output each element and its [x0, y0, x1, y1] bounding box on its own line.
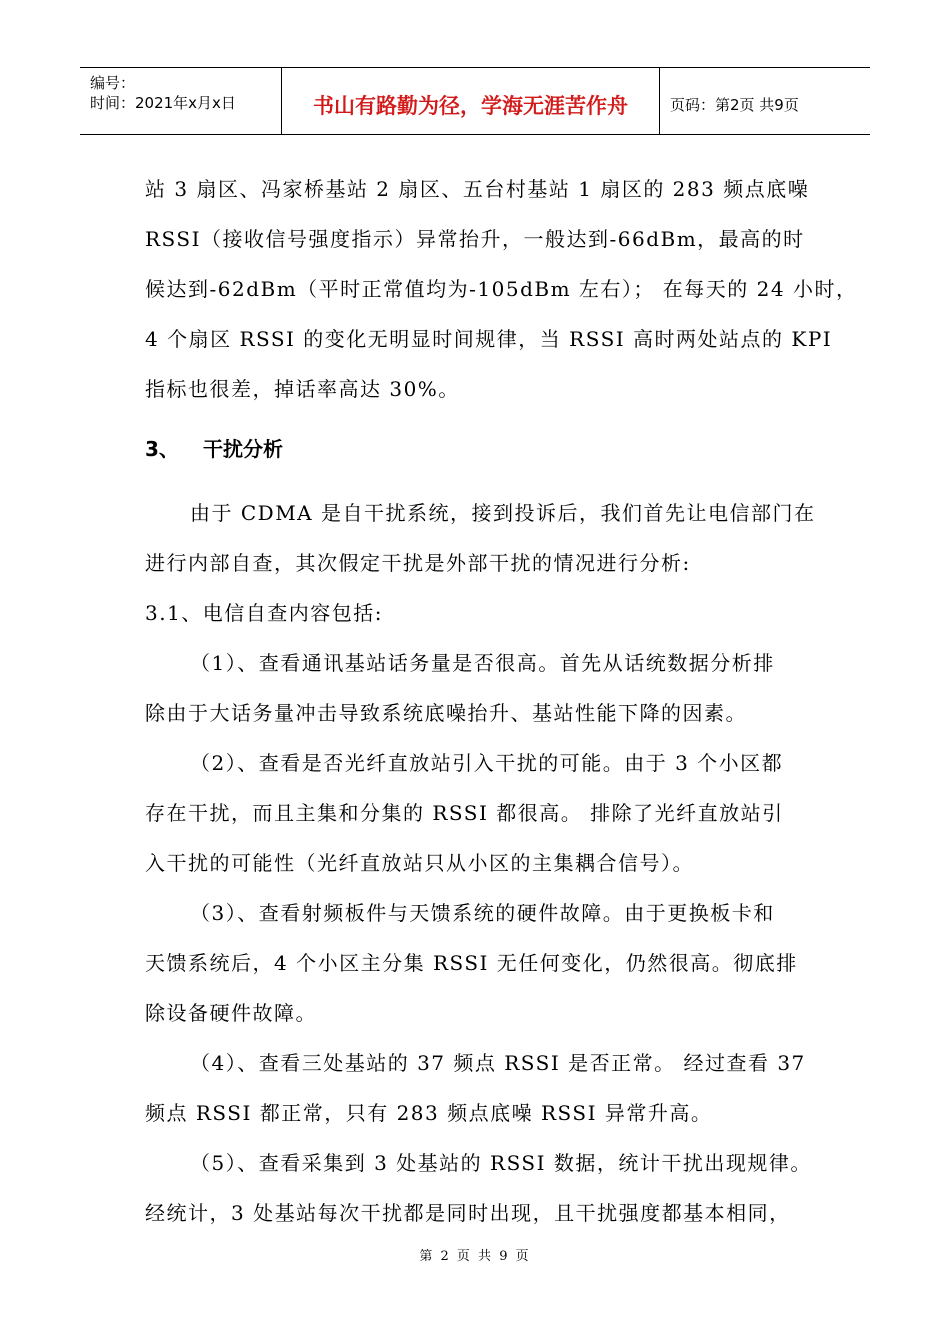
- header-meta-cell: [80, 68, 282, 134]
- check-item-4: [145, 1038, 810, 1138]
- text-line: （2）、查看是否光纤直放站引入干扰的可能。由于 3 个小区都: [190, 751, 784, 775]
- header-motto-cell: [282, 68, 660, 134]
- text-line: 频点 RSSI 都正常，只有 283 频点底噪 RSSI 异常升高。: [145, 1101, 713, 1125]
- document-number-label: 编号：: [90, 74, 136, 92]
- check-item-5: [145, 1138, 810, 1238]
- section-heading: [145, 422, 810, 476]
- text-line: （3）、查看射频板件与天馈系统的硬件故障。由于更换板卡和: [190, 901, 775, 925]
- text-line: （4）、查看三处基站的 37 频点 RSSI 是否正常。 经过查看 37: [190, 1051, 806, 1075]
- text-line: （1）、查看通讯基站话务量是否很高。首先从话统数据分析排: [190, 651, 775, 675]
- subsection-heading: 3.1、电信自查内容包括:: [145, 601, 384, 625]
- header-page-info: 页码：第2页 共9页: [670, 96, 799, 114]
- page-footer: 第 2 页 共 9 页: [419, 1249, 531, 1264]
- header-motto: 书山有路勤为径，学海无涯苦作舟: [313, 94, 628, 118]
- document-body: [145, 164, 858, 1238]
- text-line: 站 3 扇区、冯家桥基站 2 扇区、五台村基站 1 扇区的 283 频点底噪: [145, 177, 810, 201]
- text-line: （5）、查看采集到 3 处基站的 RSSI 数据，统计干扰出现规律。: [190, 1151, 812, 1175]
- page-header: [80, 67, 870, 135]
- section-title: 干扰分析: [203, 437, 283, 461]
- header-page-cell: [660, 68, 870, 134]
- text-line: 进行内部自查，其次假定干扰是外部干扰的情况进行分析:: [145, 551, 691, 575]
- text-line: 除设备硬件故障。: [145, 1001, 317, 1025]
- text-line: 天馈系统后，4 个小区主分集 RSSI 无任何变化，仍然很高。彻底排: [145, 951, 798, 975]
- check-item-2: [145, 738, 810, 888]
- paragraph-rssi-description: [145, 164, 858, 414]
- text-line: 除由于大话务量冲击导致系统底噪抬升、基站性能下降的因素。: [145, 701, 747, 725]
- text-line: 指标也很差，掉话率高达 30%。: [145, 377, 460, 401]
- check-item-1: [145, 638, 810, 738]
- text-line: 经统计，3 处基站每次干扰都是同时出现，且干扰强度都基本相同，: [145, 1201, 791, 1225]
- text-line: 入干扰的可能性（光纤直放站只从小区的主集耦合信号）。: [145, 851, 694, 875]
- check-item-3: [145, 888, 810, 1038]
- text-line: 由于 CDMA 是自干扰系统，接到投诉后，我们首先让电信部门在: [190, 501, 816, 525]
- document-time-label: 时间：2021年x月x日: [90, 94, 236, 112]
- text-line: 候达到-62dBm（平时正常值均为-105dBm 左右）； 在每天的 24 小时，: [145, 277, 858, 301]
- text-line: 4 个扇区 RSSI 的变化无明显时间规律，当 RSSI 高时两处站点的 KPI: [145, 327, 833, 351]
- paragraph-intro: [145, 488, 816, 638]
- text-line: RSSI（接收信号强度指示）异常抬升，一般达到-66dBm，最高的时: [145, 227, 805, 251]
- section-number: 3、: [145, 437, 179, 461]
- text-line: 存在干扰，而且主集和分集的 RSSI 都很高。 排除了光纤直放站引: [145, 801, 784, 825]
